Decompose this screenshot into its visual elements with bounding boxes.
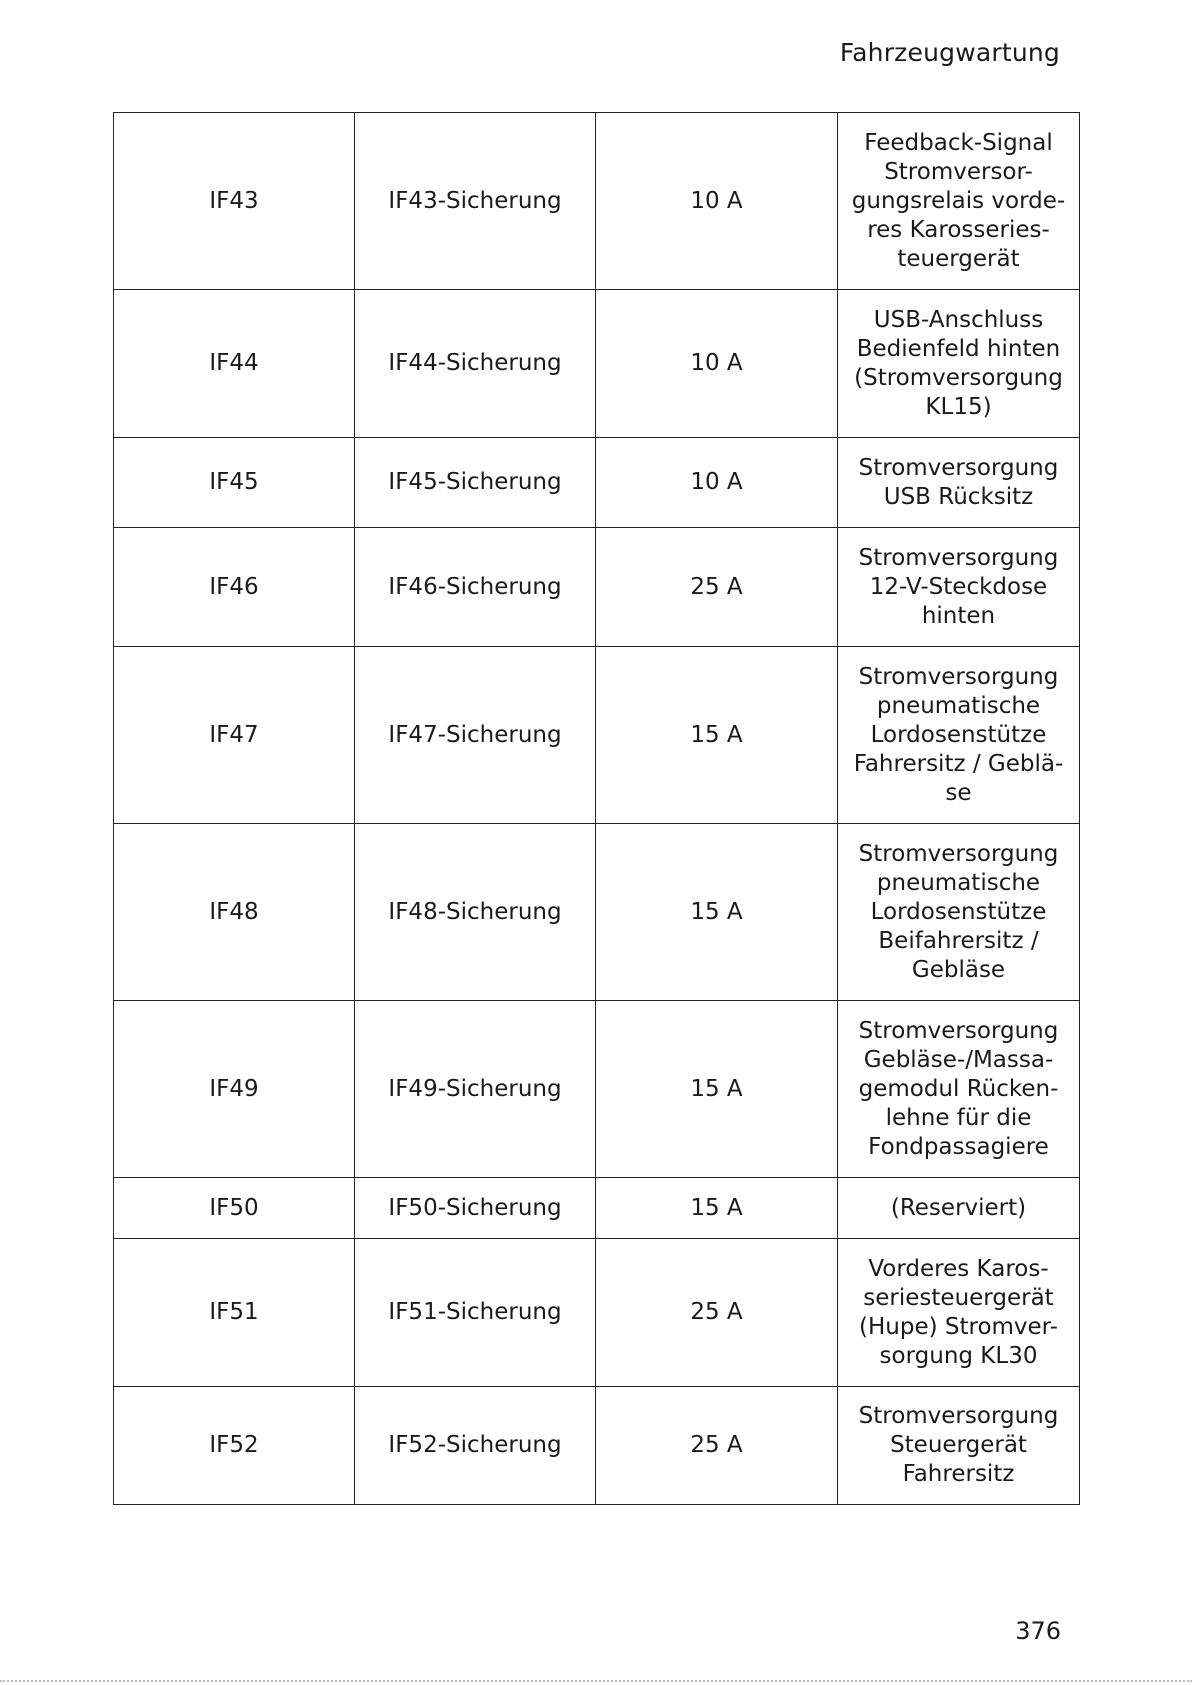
- description-line: Stromversorgung: [858, 840, 1059, 867]
- fuse-id: IF49: [114, 1001, 355, 1178]
- table-row: [114, 824, 1080, 1001]
- description-line: Stromversorgung: [858, 1017, 1059, 1044]
- description-line: Gebläse: [911, 956, 1006, 983]
- fuse-rating: 10 A: [596, 113, 838, 290]
- fuse-description: [838, 528, 1080, 647]
- fuse-rating: 25 A: [596, 1239, 838, 1387]
- fuse-rating: 15 A: [596, 1178, 838, 1239]
- fuse-description: [838, 1001, 1080, 1178]
- fuse-description: [838, 1178, 1080, 1239]
- fuse-description: [838, 113, 1080, 290]
- description-line: Bedienfeld hinten: [856, 335, 1061, 362]
- fuse-name: IF52-Sicherung: [355, 1387, 596, 1505]
- description-line: res Karosseries-: [867, 216, 1050, 243]
- page-number: 376: [1015, 1617, 1061, 1645]
- description-line: Stromversorgung: [858, 454, 1059, 481]
- fuse-rating: 15 A: [596, 647, 838, 824]
- description-line: Lordosenstütze: [870, 898, 1047, 925]
- table-row: [114, 1239, 1080, 1387]
- fuse-id: IF46: [114, 528, 355, 647]
- fuse-description: [838, 1387, 1080, 1505]
- fuse-name: IF47-Sicherung: [355, 647, 596, 824]
- table-row: [114, 438, 1080, 528]
- fuse-name: IF49-Sicherung: [355, 1001, 596, 1178]
- fuse-name: IF44-Sicherung: [355, 290, 596, 438]
- fuse-rating: 10 A: [596, 290, 838, 438]
- table-row: [114, 647, 1080, 824]
- description-line: USB Rücksitz: [883, 483, 1034, 510]
- description-line: Fahrersitz / Geblä-: [853, 750, 1064, 777]
- description-line: gemodul Rücken-: [858, 1075, 1059, 1102]
- description-line: (Hupe) Stromver-: [859, 1313, 1058, 1340]
- description-line: Vorderes Karos-: [868, 1255, 1049, 1282]
- table-row: [114, 1001, 1080, 1178]
- description-line: Stromversor-: [884, 158, 1033, 185]
- fuse-name: IF48-Sicherung: [355, 824, 596, 1001]
- fuse-rating: 10 A: [596, 438, 838, 528]
- description-line: KL15): [925, 393, 992, 420]
- fuse-name: IF50-Sicherung: [355, 1178, 596, 1239]
- fuse-table: [113, 112, 1080, 1505]
- table-row: [114, 1387, 1080, 1505]
- fuse-rating: 15 A: [596, 1001, 838, 1178]
- fuse-description: [838, 824, 1080, 1001]
- fuse-rating: 15 A: [596, 824, 838, 1001]
- fuse-name: IF45-Sicherung: [355, 438, 596, 528]
- fuse-rating: 25 A: [596, 1387, 838, 1505]
- description-line: seriesteuergerät: [863, 1284, 1054, 1311]
- fuse-description: [838, 647, 1080, 824]
- table-row: [114, 290, 1080, 438]
- description-line: Fondpassagiere: [868, 1133, 1049, 1160]
- description-line: Stromversorgung: [858, 663, 1059, 690]
- fuse-rating: 25 A: [596, 528, 838, 647]
- fuse-id: IF47: [114, 647, 355, 824]
- table-row: [114, 528, 1080, 647]
- description-line: sorgung KL30: [879, 1342, 1038, 1369]
- description-line: (Reserviert): [890, 1194, 1027, 1221]
- fuse-id: IF48: [114, 824, 355, 1001]
- description-line: Stromversorgung: [858, 544, 1059, 571]
- description-line: Lordosenstütze: [870, 721, 1047, 748]
- fuse-description: [838, 290, 1080, 438]
- fuse-name: IF46-Sicherung: [355, 528, 596, 647]
- description-line: USB-Anschluss: [873, 306, 1044, 333]
- fuse-name: IF51-Sicherung: [355, 1239, 596, 1387]
- description-line: Feedback-Signal: [864, 129, 1053, 156]
- description-line: pneumatische: [876, 869, 1041, 896]
- description-line: (Stromversorgung: [854, 364, 1063, 391]
- fuse-description: [838, 1239, 1080, 1387]
- table-row: [114, 1178, 1080, 1239]
- running-header: Fahrzeugwartung: [839, 38, 1060, 67]
- description-line: se: [945, 779, 972, 806]
- fuse-id: IF50: [114, 1178, 355, 1239]
- description-line: Beifahrersitz /: [878, 927, 1039, 954]
- table-row: [114, 113, 1080, 290]
- fuse-id: IF51: [114, 1239, 355, 1387]
- description-line: Steuergerät: [890, 1432, 1027, 1458]
- fuse-id: IF45: [114, 438, 355, 528]
- description-line: gungsrelais vorde-: [851, 187, 1066, 214]
- description-line: pneumatische: [876, 692, 1041, 719]
- fuse-name: IF43-Sicherung: [355, 113, 596, 290]
- description-line: lehne für die: [885, 1104, 1032, 1131]
- description-line: teuergerät: [897, 245, 1020, 272]
- description-line: Fahrersitz: [902, 1461, 1015, 1487]
- description-line: Stromversorgung: [858, 1403, 1059, 1429]
- fuse-description: [838, 438, 1080, 528]
- fuse-id: IF44: [114, 290, 355, 438]
- page-edge-divider: [0, 1680, 1192, 1685]
- description-line: Gebläse-/Massa-: [863, 1046, 1054, 1073]
- fuse-id: IF43: [114, 113, 355, 290]
- fuse-id: IF52: [114, 1387, 355, 1505]
- description-line: 12-V-Steckdose: [869, 573, 1048, 600]
- description-line: hinten: [921, 602, 996, 629]
